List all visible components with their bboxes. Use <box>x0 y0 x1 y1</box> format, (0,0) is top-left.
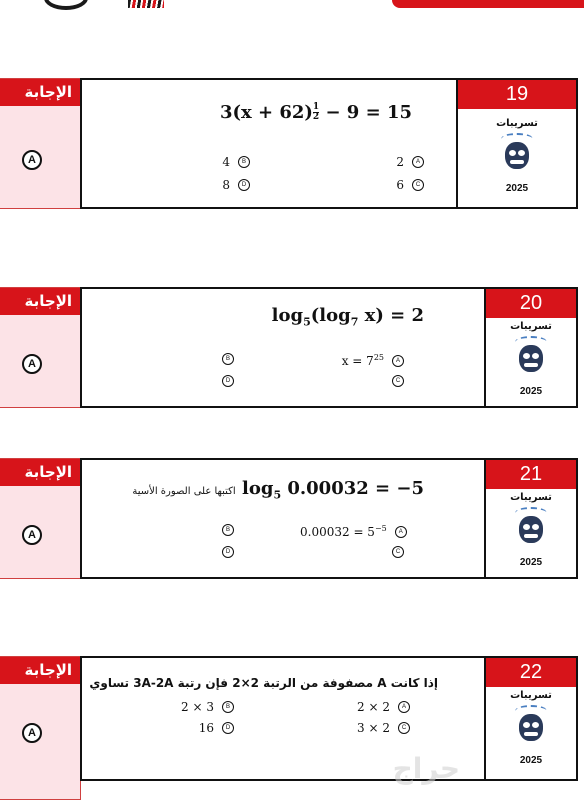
decorative-stripes <box>128 0 164 8</box>
option-a[interactable]: $x = 7^{25}$ A <box>324 353 404 368</box>
question-number: 22 <box>486 658 576 687</box>
question-box <box>80 287 486 408</box>
option-d[interactable] <box>174 546 234 558</box>
question-number: 19 <box>458 80 576 109</box>
option-b-bubble[interactable]: B <box>238 156 250 168</box>
option-c-bubble[interactable]: C <box>412 179 424 191</box>
question-number-panel <box>456 78 578 209</box>
answer-panel <box>0 458 81 579</box>
logo-icon <box>44 0 88 10</box>
option-b[interactable] <box>174 353 234 365</box>
question-formula: 3(x + 62) $\frac{1}{2}$ − 9 = 15 <box>219 102 412 123</box>
year-label: 2025 <box>519 386 543 397</box>
question-box <box>80 458 486 579</box>
question-number: 21 <box>486 460 576 489</box>
mascot-icon <box>506 336 556 380</box>
leak-tag: تسريبات <box>496 118 538 129</box>
answer-circle: A <box>22 354 42 374</box>
answer-header: الإجابة <box>0 288 80 315</box>
option-c-bubble[interactable]: C <box>398 722 410 734</box>
watermark: حراج <box>392 752 460 785</box>
leak-tag: تسريبات <box>510 492 552 503</box>
option-d[interactable] <box>174 375 234 387</box>
option-c[interactable]: 3 × 2 C <box>350 721 410 735</box>
year-label: 2025 <box>519 755 543 766</box>
option-c-bubble[interactable]: C <box>392 375 404 387</box>
answer-header: الإجابة <box>0 657 80 684</box>
question-formula: اكتبها على الصورة الأسية $\log_5 0.00032 = -5$ <box>132 478 424 502</box>
option-b-bubble[interactable]: B <box>222 353 234 365</box>
question-number-panel <box>484 656 578 781</box>
option-a[interactable]: $0.00032 = 5^{-5}$ A <box>300 524 407 539</box>
answer-circle: A <box>22 150 42 170</box>
option-a[interactable]: 2 × 2 A <box>350 700 410 714</box>
option-a-bubble[interactable]: A <box>412 156 424 168</box>
option-d[interactable]: 8 D <box>190 178 250 192</box>
option-d-bubble[interactable]: D <box>238 179 250 191</box>
option-b[interactable]: 4 B <box>190 155 250 169</box>
mascot-icon <box>492 133 542 177</box>
year-label: 2025 <box>519 557 543 568</box>
option-b[interactable]: 2 × 3 B <box>174 700 234 714</box>
question-text: إذا كانت A مصفوفة من الرتبة 2×2 فإن رتبة 3A-2A تساوي <box>89 676 438 690</box>
mascot-icon <box>506 507 556 551</box>
option-c-bubble[interactable]: C <box>392 546 404 558</box>
answer-panel <box>0 78 81 209</box>
option-d[interactable]: 16 D <box>174 721 234 735</box>
option-a-bubble[interactable]: A <box>392 355 404 367</box>
option-d-bubble[interactable]: D <box>222 375 234 387</box>
option-b-bubble[interactable]: B <box>222 701 234 713</box>
leak-tag: تسريبات <box>510 690 552 701</box>
question-number-panel <box>484 458 578 579</box>
option-c[interactable] <box>344 375 404 387</box>
answer-header: الإجابة <box>0 79 80 106</box>
answer-circle: A <box>22 525 42 545</box>
answer-header: الإجابة <box>0 459 80 486</box>
option-c[interactable] <box>344 546 404 558</box>
question-number-panel <box>484 287 578 408</box>
question-box <box>80 78 458 209</box>
answer-panel <box>0 287 81 408</box>
option-a-bubble[interactable]: A <box>395 526 407 538</box>
top-header-strip <box>0 0 584 12</box>
option-a-bubble[interactable]: A <box>398 701 410 713</box>
option-d-bubble[interactable]: D <box>222 546 234 558</box>
question-formula: $\log_5(\log_7$ x) = 2 <box>271 305 424 329</box>
answer-circle: A <box>22 723 42 743</box>
question-number: 20 <box>486 289 576 318</box>
year-label: 2025 <box>505 183 529 194</box>
header-red-bar <box>392 0 584 8</box>
option-a[interactable]: 2 A <box>364 155 424 169</box>
option-b[interactable] <box>174 524 234 536</box>
option-d-bubble[interactable]: D <box>222 722 234 734</box>
leak-tag: تسريبات <box>510 321 552 332</box>
answer-panel <box>0 656 81 800</box>
question-instruction: اكتبها على الصورة الأسية <box>132 486 236 497</box>
option-c[interactable]: 6 C <box>364 178 424 192</box>
mascot-icon <box>506 705 556 749</box>
option-b-bubble[interactable]: B <box>222 524 234 536</box>
